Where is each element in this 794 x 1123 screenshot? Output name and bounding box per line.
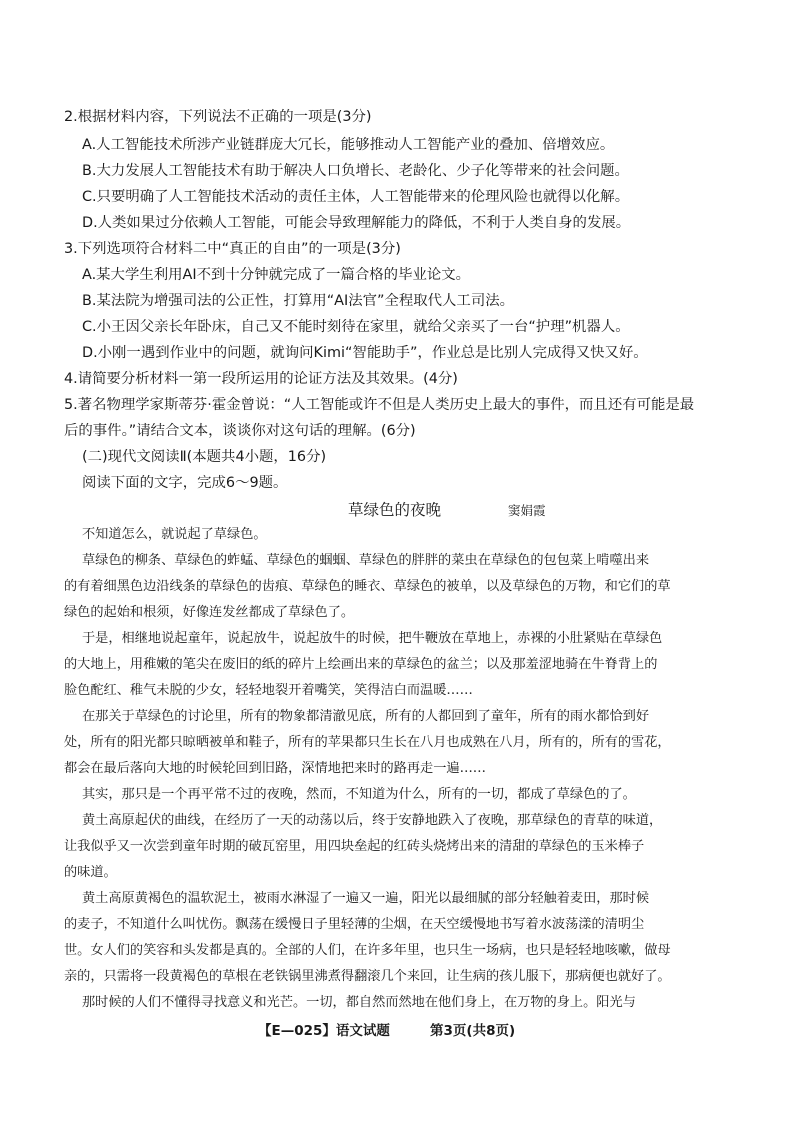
footer-exam-code: 【E—025】语文试题 (258, 1023, 390, 1039)
section-heading: (二)现代文阅读Ⅱ(本题共4小题，16分) (82, 449, 327, 465)
question-5-line-1: 5.著名物理学家斯蒂芬·霍金曾说：“人工智能或许不但是人类历史上最大的事件，而且还有可能是最 (64, 397, 695, 413)
question-3-option-d: D.小刚一遇到作业中的问题，就询问Kimi“智能助手”，作业总是比别人完成得又快又好。 (82, 345, 648, 361)
story-line: 的大地上，用稚嫩的笔尖在废旧的纸的碎片上绘画出来的草绿色的盆兰；以及那羞涩地骑在牛脊背上的 (64, 657, 658, 672)
story-line: 的有着细黑色边沿线条的草绿色的齿痕、草绿色的睡衣、草绿色的被单，以及草绿色的万物，和它们的草 (64, 579, 671, 594)
story-line: 草绿色的柳条、草绿色的蚱蜢、草绿色的蝈蝈、草绿色的胖胖的菜虫在草绿色的包包菜上啃噬出来 (82, 553, 650, 568)
story-line: 世。女人们的笑容和头发都是真的。全部的人们，在许多年里，也只生一场病，也只是轻轻地咳嗽，做母 (64, 943, 671, 958)
story-line: 于是，相继地说起童年，说起放牛，说起放牛的时候，把牛鞭放在草地上，赤裸的小肚紧贴在草绿色 (82, 631, 663, 646)
story-line: 的麦子，不知道什么叫忧伤。飘荡在缓慢日子里轻薄的尘烟，在天空缓慢地书写着水波荡漾的清明尘 (64, 917, 645, 932)
question-2-option-c: C.只要明确了人工智能技术活动的责任主体，人工智能带来的伦理风险也就得以化解。 (82, 189, 630, 205)
story-line: 在那关于草绿色的讨论里，所有的物象都清澈见底，所有的人都回到了童年，所有的雨水都恰到好 (82, 709, 650, 724)
story-line: 处，所有的阳光都只晾晒被单和鞋子，所有的苹果都只生长在八月也成熟在八月，所有的，所有的雪花， (64, 735, 671, 750)
question-5-line-2: 后的事件。”请结合文本，谈谈你对这句话的理解。(6分) (64, 423, 416, 439)
story-line: 那时候的人们不懂得寻找意义和光芒。一切，都自然而然地在他们身上，在万物的身上。阳光与 (82, 995, 636, 1010)
story-line: 让我似乎又一次尝到童年时期的破瓦窑里，用四块垒起的红砖头烧烤出来的清甜的草绿色的玉米棒子 (64, 839, 645, 854)
question-3-stem: 3.下列选项符合材料二中“真正的自由”的一项是(3分) (64, 241, 401, 257)
story-line: 不知道怎么，就说起了草绿色。 (82, 527, 267, 542)
footer-page-number: 第3页(共8页) (430, 1023, 516, 1039)
question-3-option-b: B.某法院为增强司法的公正性，打算用“AI法官”全程取代人工司法。 (82, 293, 514, 309)
question-2-option-a: A.人工智能技术所涉产业链群庞大冗长，能够推动人工智能产业的叠加、倍增效应。 (82, 137, 615, 153)
story-line: 亲的，只需将一段黄褐色的草根在老铁锅里沸煮得翻滚几个来回，让生病的孩儿服下，那病便也就好了。 (64, 969, 671, 984)
story-line: 其实，那只是一个再平常不过的夜晚，然而，不知道为什么，所有的一切，都成了草绿色的了。 (82, 787, 636, 802)
question-4: 4.请简要分析材料一第一段所运用的论证方法及其效果。(4分) (64, 371, 458, 387)
question-3-option-a: A.某大学生利用AI不到十分钟就完成了一篇合格的毕业论文。 (82, 267, 471, 283)
question-2-stem: 2.根据材料内容，下列说法不正确的一项是(3分) (64, 109, 372, 125)
story-line: 脸色酡红、稚气未脱的少女，轻轻地裂开着嘴笑，笑得洁白而温暖…… (64, 683, 473, 698)
story-line: 黄土高原黄褐色的温软泥土，被雨水淋湿了一遍又一遍，阳光以最细腻的部分轻触着麦田，那时候 (82, 891, 650, 906)
story-line: 黄土高原起伏的曲线，在经历了一天的动荡以后，终于安静地跌入了夜晚，那草绿色的青草的味道， (82, 813, 663, 828)
question-3-option-c: C.小王因父亲长年卧床，自己又不能时刻待在家里，就给父亲买了一台“护理”机器人。 (82, 319, 630, 335)
story-line: 都会在最后落向大地的时候轮回到旧路，深情地把来时的路再走一遍…… (64, 761, 486, 776)
story-line: 的味道。 (64, 865, 117, 880)
question-2-option-b: B.大力发展人工智能技术有助于解决人口负增长、老龄化、少子化等带来的社会问题。 (82, 163, 629, 179)
story-line: 绿色的起始和根须，好像连发丝都成了草绿色了。 (64, 605, 355, 620)
story-title: 草绿色的夜晚 (348, 501, 442, 519)
section-instruction: 阅读下面的文字，完成6～9题。 (82, 475, 288, 491)
story-author: 窦娟霞 (508, 503, 546, 518)
question-2-option-d: D.人类如果过分依赖人工智能，可能会导致理解能力的降低，不利于人类自身的发展。 (82, 215, 631, 231)
